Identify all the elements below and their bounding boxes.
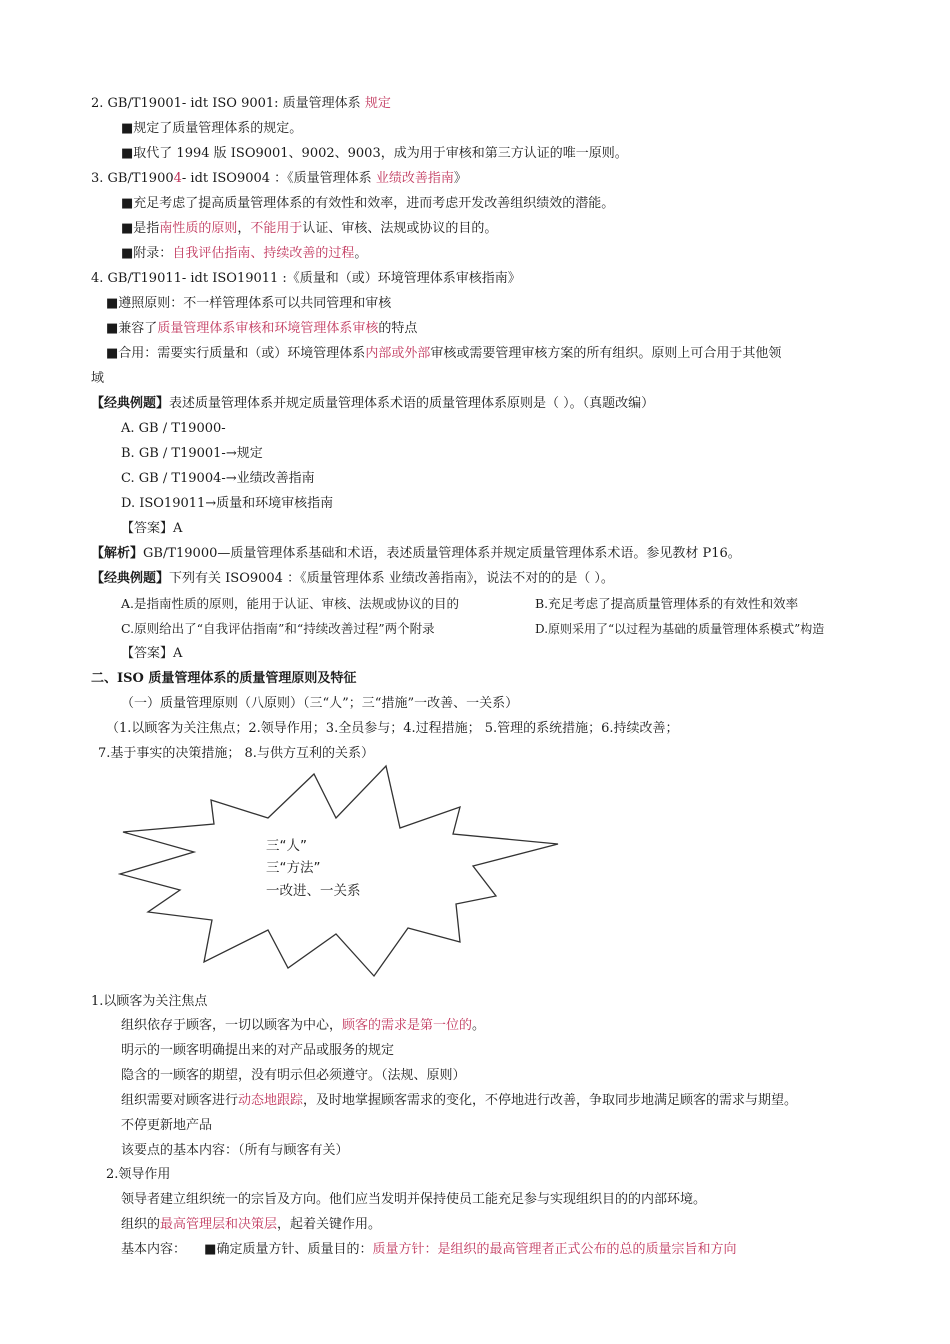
- s2-heading: 2. GB/T19001- idt ISO 9001: 质量管理体系 规定: [91, 96, 391, 111]
- example-2-answer: 【答案】A: [121, 646, 183, 661]
- s4-heading: 4. GB/T19011- idt ISO19011 :《质量和（或）环境管理体系审核指南》: [91, 271, 521, 286]
- example-1-analysis: 【解析】GB/T19000—质量管理体系基础和术语，表述质量管理体系并规定质量管理体系术语。参见教材 P16。: [91, 546, 741, 561]
- s4-bullet-3: ■合用：需要实行质量和（或）环境管理体系内部或外部审核或需要管理审核方案的所有组织。原则上可合用于其他领: [106, 346, 782, 361]
- example-2-question: 【经典例题】下列有关 ISO9004 ：《质量管理体系 业绩改善指南》，说法不对的的是（ ）。: [91, 571, 614, 586]
- principle-1-line-2: 明示的一顾客明确提出来的对产品或服务的规定: [121, 1043, 395, 1058]
- example-2-option-c: C.原则给出了“自我评估指南”和“持续改善过程”两个附录: [121, 621, 435, 636]
- s3-heading: 3. GB/T19004- idt ISO9004 ：《质量管理体系 业绩改善指南》: [91, 171, 467, 186]
- section-2-subtitle: （一）质量管理原则（八原则）（三“人”；三“措施”一改善、一关系）: [121, 696, 519, 711]
- principle-2-line-3: 基本内容： ■确定质量方针、质量目的：质量方针：是组织的最高管理者正式公布的总的质量宗旨和方向: [121, 1242, 737, 1257]
- s4-bullet-2: ■兼容了质量管理体系审核和环境管理体系审核的特点: [106, 321, 418, 336]
- principle-2-line-2: 组织的最高管理层和决策层，起着关键作用。: [121, 1217, 382, 1232]
- s3-bullet-3: ■附录：自我评估指南、持续改善的过程。: [121, 246, 368, 261]
- s3-bullet-2: ■是指南性质的原则，不能用于认证、审核、法规或协议的目的。: [121, 221, 498, 236]
- starburst-line-2: 三“方法”: [266, 860, 321, 876]
- principles-list-line-2: 7.基于事实的决策措施； 8.与供方互利的关系）: [98, 746, 374, 761]
- principles-list-line-1: （1.以顾客为关注焦点；2.领导作用；3.全员参与；4.过程措施； 5.管理的系统措施；6.持续改善；: [106, 721, 679, 736]
- principle-1-line-5: 不停更新地产品: [121, 1118, 213, 1133]
- principle-1-line-4: 组织需要对顾客进行动态地跟踪，及时地掌握顾客需求的变化，不停地进行改善，争取同步地满足顾客的需求与期望。: [121, 1093, 798, 1108]
- s3-bullet-1: ■充足考虑了提高质量管理体系的有效性和效率，进而考虑开发改善组织绩效的潜能。: [121, 196, 615, 211]
- example-1-option-c: C. GB / T19004-→业绩改善指南: [121, 471, 315, 486]
- example-1-option-a: A. GB / T19000-: [121, 421, 226, 436]
- starburst-outline: [120, 766, 558, 976]
- example-1-question: 【经典例题】表述质量管理体系并规定质量管理体系术语的质量管理体系原则是（ ）。（真题改编）: [91, 396, 655, 411]
- example-2-option-d: D.原则采用了“以过程为基础的质量管理体系模式”构造: [535, 622, 825, 636]
- example-2-option-a: A.是指南性质的原则，能用于认证、审核、法规或协议的目的: [121, 596, 460, 611]
- principle-2-title: 2.领导作用: [106, 1167, 171, 1182]
- s4-bullet-1: ■遵照原则：不一样管理体系可以共同管理和审核: [106, 296, 392, 311]
- starburst-line-3: 一改进、一关系: [266, 883, 361, 899]
- principle-1-line-6: 该要点的基本内容：（所有与顾客有关）: [121, 1143, 349, 1158]
- principle-1-line-1: 组织依存于顾客，一切以顾客为中心，顾客的需求是第一位的。: [121, 1018, 486, 1033]
- principle-1-line-3: 隐含的一顾客的期望，没有明示但必须遵守。（法规、原则）: [121, 1068, 466, 1083]
- example-1-option-b: B. GB / T19001-→规定: [121, 446, 263, 461]
- starburst-line-1: 三“人”: [266, 838, 307, 854]
- starburst-figure: [118, 762, 563, 980]
- example-1-option-d: D. ISO19011→质量和环境审核指南: [121, 496, 334, 511]
- example-2-option-b: B.充足考虑了提高质量管理体系的有效性和效率: [535, 596, 799, 611]
- s2-bullet-1: ■规定了质量管理体系的规定。: [121, 121, 303, 136]
- principle-1-title: 1.以顾客为关注焦点: [91, 994, 208, 1009]
- example-1-answer: 【答案】A: [121, 521, 183, 536]
- s4-bullet-3-cont: 域: [91, 371, 105, 386]
- principle-2-line-1: 领导者建立组织统一的宗旨及方向。他们应当发明并保持使员工能充足参与实现组织目的的内部环境。: [121, 1192, 707, 1207]
- section-2-title: 二、ISO 质量管理体系的质量管理原则及特征: [91, 671, 357, 686]
- s2-bullet-2: ■取代了 1994 版 ISO9001、9002、9003，成为用于审核和第三方认证的唯一原则。: [121, 146, 628, 161]
